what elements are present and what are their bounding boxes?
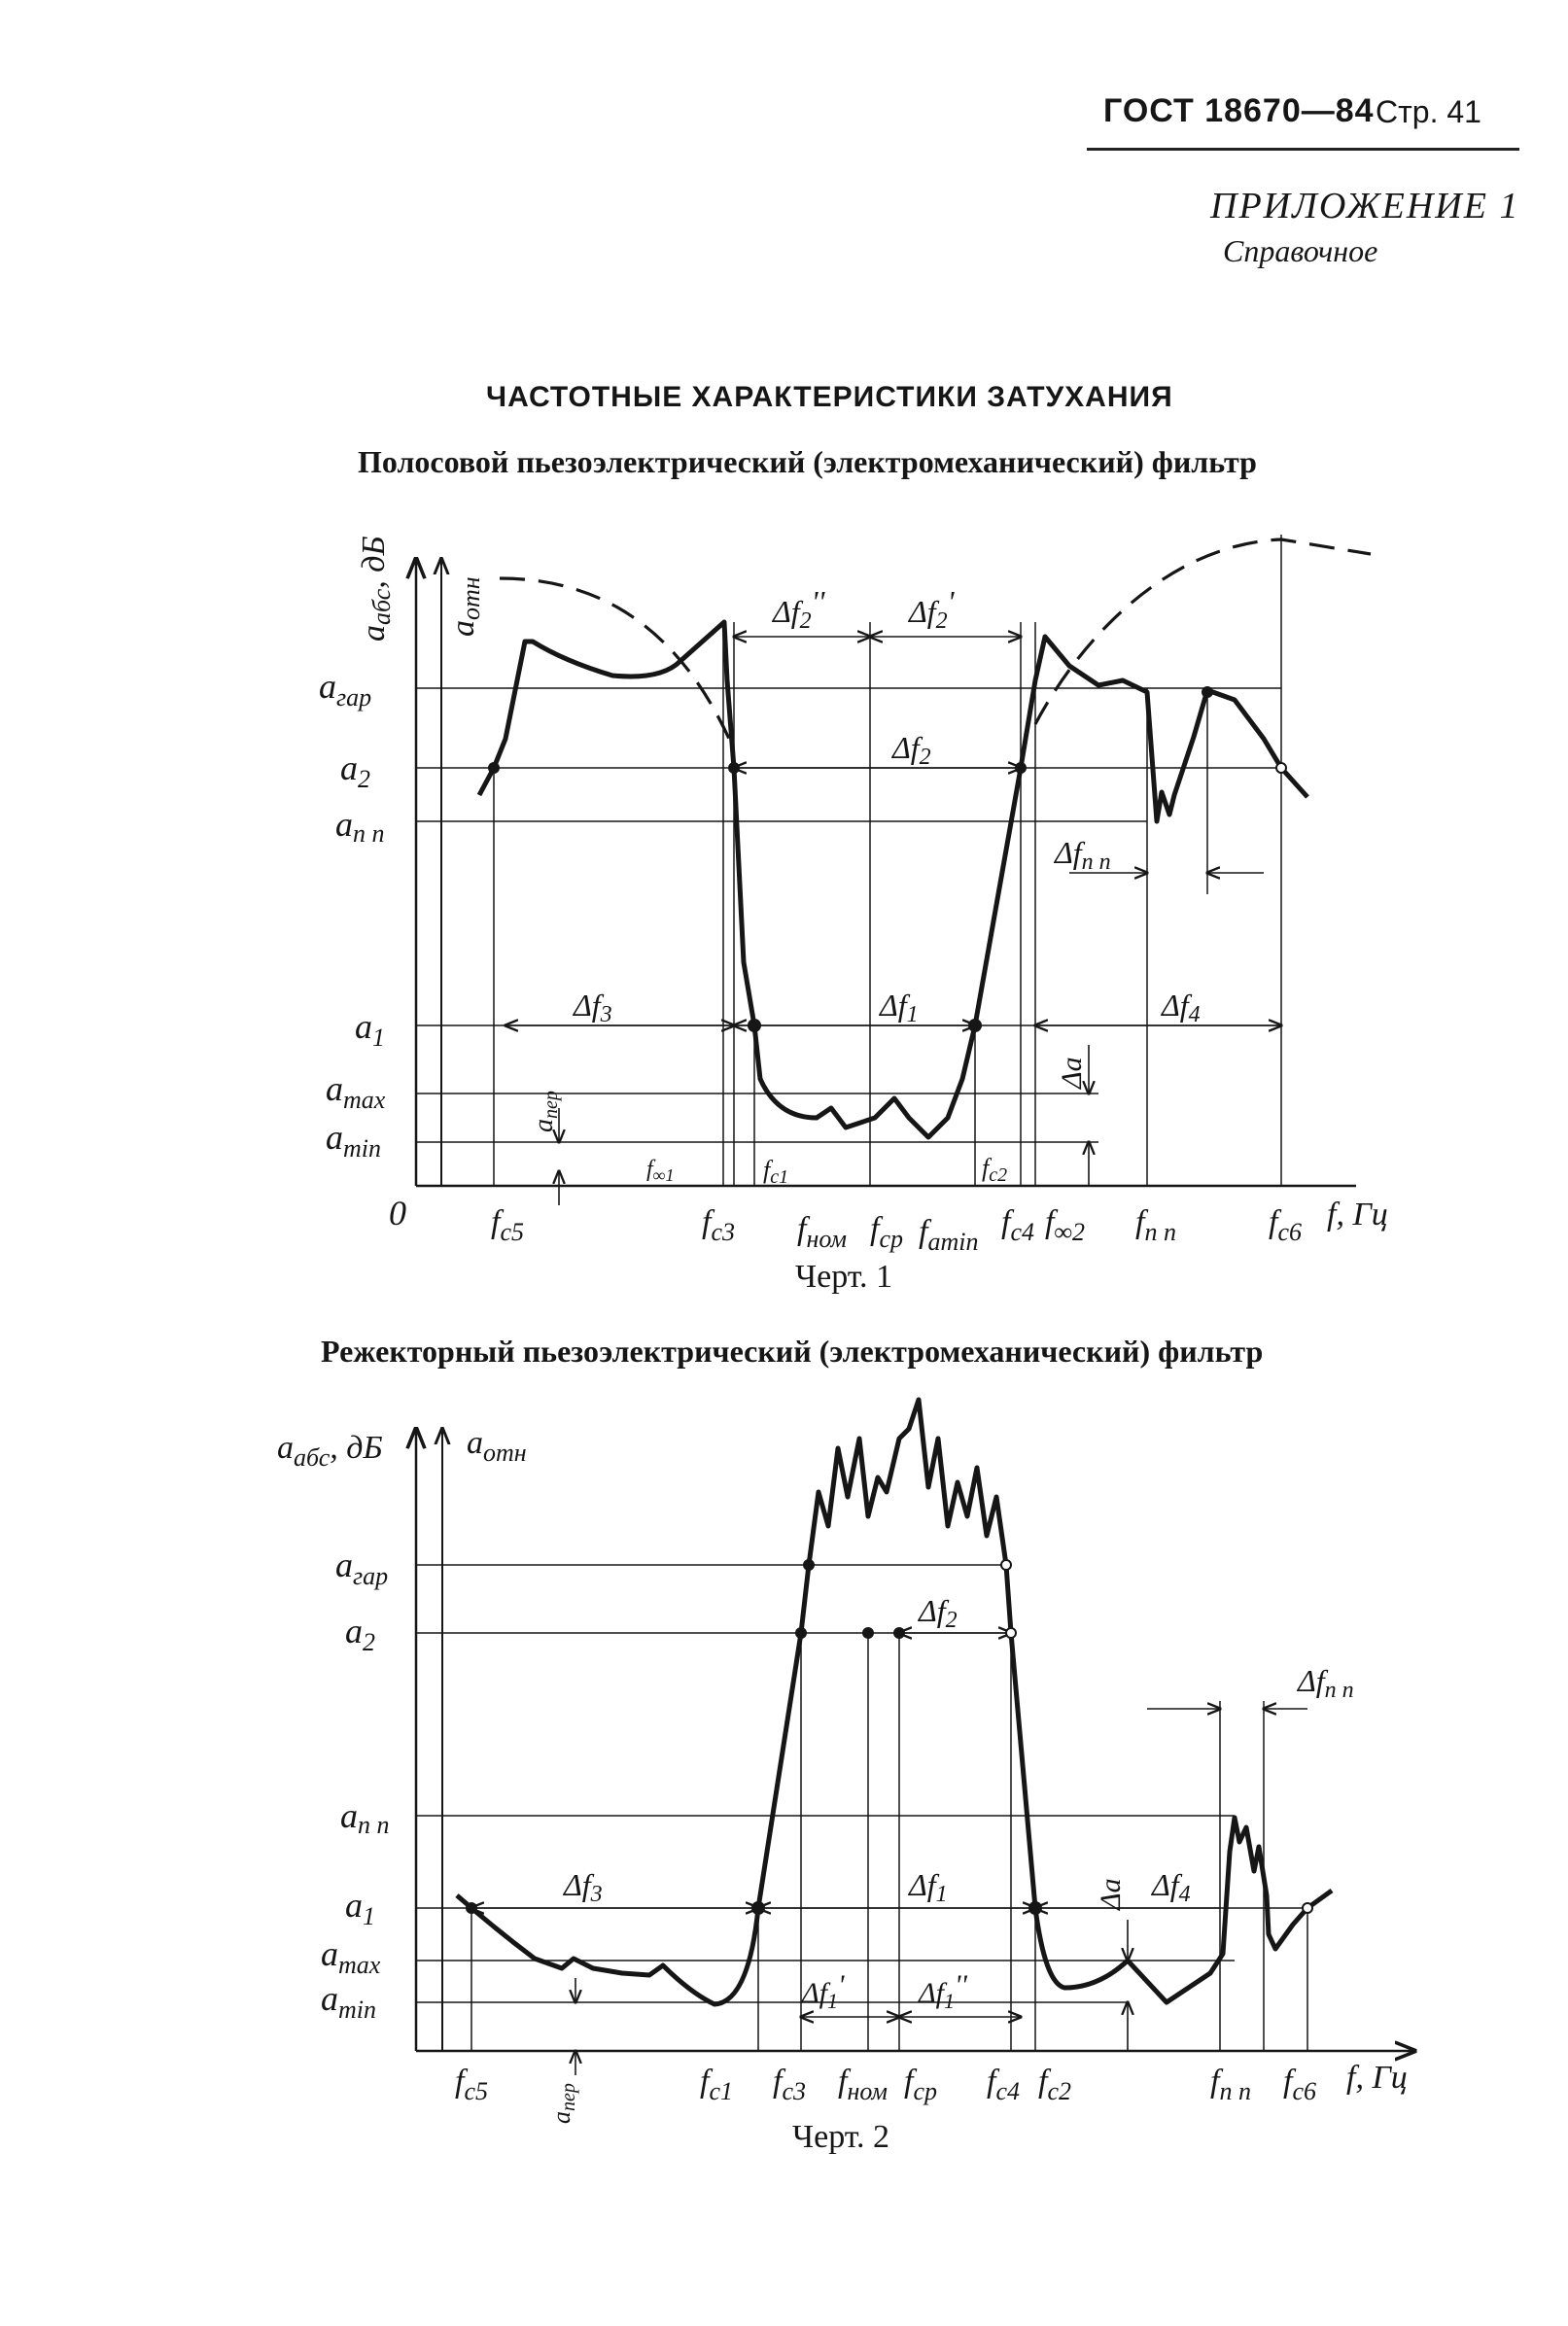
svg-text:Δf1: Δf1 (909, 1867, 948, 1907)
svg-text:Δf4: Δf4 (1162, 988, 1201, 1027)
svg-text:fс5: $f_{с5}$ (491, 1204, 524, 1246)
svg-text:fc1: fc1 (763, 1156, 789, 1188)
svg-text:f∞2: $f_{\infty 2}$ (1045, 1204, 1085, 1246)
fig2-attenuation-curve (457, 1400, 1332, 2004)
figure2-caption: Черт. 2 (792, 2119, 890, 2155)
fig2-y-label-abs: $a_{абс}$, дБ (277, 1430, 383, 1472)
svg-text:Δf1': $\Delta f_1'$ (802, 1969, 845, 2013)
svg-text:Δa: Δa (1056, 1057, 1088, 1089)
svg-text:Δf1'': $\Delta f_1''$ (919, 1969, 967, 2013)
fig1-y-label-abs: aабс, дБ (356, 536, 396, 642)
svg-text:Δfп п: Δfп п (1298, 1663, 1354, 1703)
svg-text:fном: $f_{ном}$ (797, 1211, 847, 1253)
svg-text:amax: $a_{max}$ (326, 1069, 386, 1114)
standard-code: ГОСТ 18670—84 (1103, 92, 1375, 129)
svg-text:aпер: aпер (529, 1091, 562, 1132)
figure1-title: Полосовой пьезоэлектрический (электромеханический) фильтр (358, 444, 1257, 479)
section-title: ЧАСТОТНЫЕ ХАРАКТЕРИСТИКИ ЗАТУХАНИЯ (486, 381, 1173, 413)
fig2-x-tick-labels (455, 2060, 1408, 2105)
svg-text:fс4: $f_{с4}$ (987, 2064, 1020, 2105)
svg-text:fс6: $f_{с6}$ (1283, 2064, 1316, 2105)
svg-text:amin: $a_{min}$ (326, 1118, 381, 1163)
svg-text:fном: $f_{ном}$ (838, 2064, 888, 2105)
fig2-level-labels (321, 1545, 390, 2024)
svg-text:Δf4: Δf4 (1152, 1867, 1191, 1907)
svg-text:amin: $a_{min}$ (321, 1979, 376, 2024)
svg-text:a1: $a_1$ (345, 1886, 375, 1930)
svg-text:fс3: $f_{с3}$ (773, 2064, 806, 2105)
svg-text:fс4: $f_{с4}$ (1001, 1204, 1034, 1246)
svg-text:Δf2': Δf2' (909, 584, 955, 634)
svg-text:f, Гц: f, Гц (1346, 2060, 1408, 2096)
appendix-title: ПРИЛОЖЕНИЕ 1 (1210, 186, 1520, 226)
svg-text:fср: $f_{ср}$ (870, 1211, 903, 1253)
figure1-caption: Черт. 1 (795, 1259, 893, 1295)
svg-text:aп п: aп п (335, 805, 385, 848)
svg-text:Δa: Δa (1095, 1878, 1127, 1910)
fig2-frequency-lines (471, 1633, 1307, 2051)
fig2-dimension-arrows (471, 1633, 1307, 2075)
svg-text:fср: $f_{ср}$ (904, 2064, 937, 2105)
svg-text:fс1: $f_{с1}$ (700, 2064, 733, 2105)
svg-text:0: 0 (389, 1194, 406, 1232)
svg-text:fс5: $f_{с5}$ (455, 2064, 488, 2105)
fig1-y-label-rel: aотн (445, 576, 485, 637)
svg-text:aгар: $a_{гар}$ (319, 667, 372, 712)
svg-text:fп п: $f_{п п}$ (1135, 1204, 1176, 1246)
svg-text:f, Гц: f, Гц (1327, 1197, 1388, 1232)
svg-text:a1: $a_1$ (355, 1007, 385, 1052)
svg-text:aп п: aп п (340, 1796, 390, 1839)
svg-text:f∞1: $f_{\infty 1}$ (646, 1157, 675, 1185)
svg-text:a2: $a_2$ (340, 748, 370, 793)
fig2-dimension-labels (562, 1593, 1354, 2013)
svg-text:amax: $a_{max}$ (321, 1934, 381, 1979)
svg-text:aгар: $a_{гар}$ (335, 1545, 389, 1590)
svg-text:a2: $a_2$ (345, 1612, 375, 1656)
svg-text:fс2: $f_{с2}$ (1038, 2064, 1071, 2105)
svg-text:fс6: $f_{с6}$ (1269, 1204, 1302, 1246)
svg-text:Δf2: Δf2 (919, 1593, 958, 1633)
svg-text:aпер: aпер (547, 2083, 579, 2124)
svg-text:fc2: fc2 (982, 1154, 1008, 1186)
svg-text:Δf2'': Δf2'' (773, 584, 825, 634)
figure2-title: Режекторный пьезоэлектрический (электромеханический) фильтр (321, 1334, 1264, 1369)
svg-text:Δf3: Δf3 (574, 988, 612, 1027)
svg-text:Δfп п: Δfп п (1055, 835, 1111, 875)
page-number: Стр. 41 (1376, 94, 1481, 129)
svg-text:fп п: $f_{п п}$ (1210, 2064, 1251, 2105)
appendix-subtitle: Справочное (1223, 233, 1378, 268)
svg-text:Δf3: Δf3 (564, 1867, 603, 1907)
svg-text:famin: $f_{amin}$ (919, 1214, 979, 1256)
svg-text:Δf1: Δf1 (880, 988, 919, 1027)
svg-text:Δf2: Δf2 (892, 730, 931, 770)
fig2-y-label-rel: $a_{отн}$ (467, 1425, 527, 1467)
svg-text:fс3: $f_{с3}$ (702, 1204, 735, 1246)
